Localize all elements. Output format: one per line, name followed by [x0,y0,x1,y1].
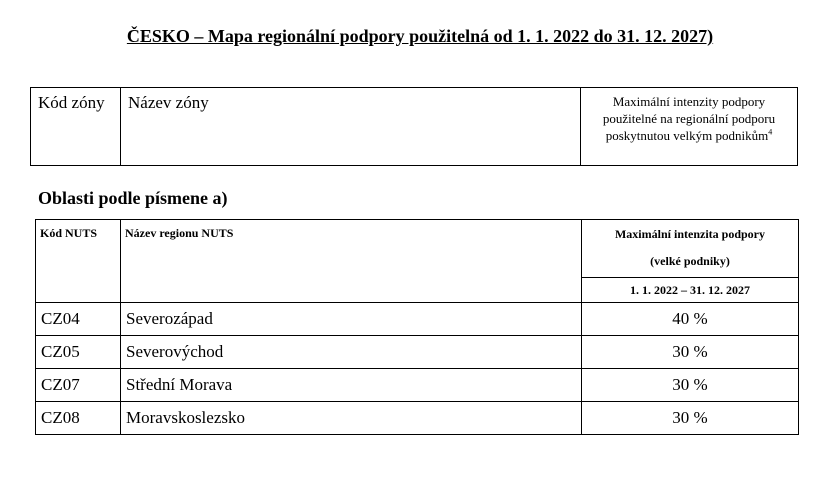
nuts-intensity-header [582,220,799,278]
zone-intensity-header-text: Maximální intenzity podpory použitelné na regionální podporu poskytnutou velkým podnikům [602,94,776,143]
nuts-code-header: Kód NUTS [36,220,121,303]
nuts-name-cell: Severovýchod [121,336,582,369]
table-row [36,303,799,336]
nuts-name-cell: Střední Morava [121,369,582,402]
table-row [36,369,799,402]
nuts-code-cell: CZ05 [36,336,121,369]
table-row [36,402,799,435]
nuts-code-cell: CZ08 [36,402,121,435]
zone-intensity-header [581,88,798,166]
footnote-marker: 4 [768,127,773,137]
document-title: ČESKO – Mapa regionální podpory použitelná od 1. 1. 2022 do 31. 12. 2027) [126,26,714,46]
nuts-intensity-header-line2: (velké podniky) [650,254,730,268]
nuts-header-row [36,220,799,278]
nuts-intensity-cell: 30 % [582,402,799,435]
section-title: Oblasti podle písmene a) [38,188,228,208]
zone-name-header: Název zóny [121,88,581,166]
nuts-code-cell: CZ04 [36,303,121,336]
nuts-intensity-cell: 30 % [582,369,799,402]
nuts-period-header: 1. 1. 2022 – 31. 12. 2027 [582,278,799,303]
nuts-code-cell: CZ07 [36,369,121,402]
nuts-intensity-cell: 30 % [582,336,799,369]
zone-table [30,87,798,166]
nuts-name-cell: Severozápad [121,303,582,336]
nuts-name-cell: Moravskoslezsko [121,402,582,435]
nuts-intensity-header-line1: Maximální intenzita podpory [614,227,765,241]
zone-table-header-row [31,88,798,166]
table-row [36,336,799,369]
nuts-name-header: Název regionu NUTS [121,220,582,303]
zone-code-header: Kód zóny [31,88,121,166]
nuts-intensity-cell: 40 % [582,303,799,336]
nuts-table [35,219,799,435]
